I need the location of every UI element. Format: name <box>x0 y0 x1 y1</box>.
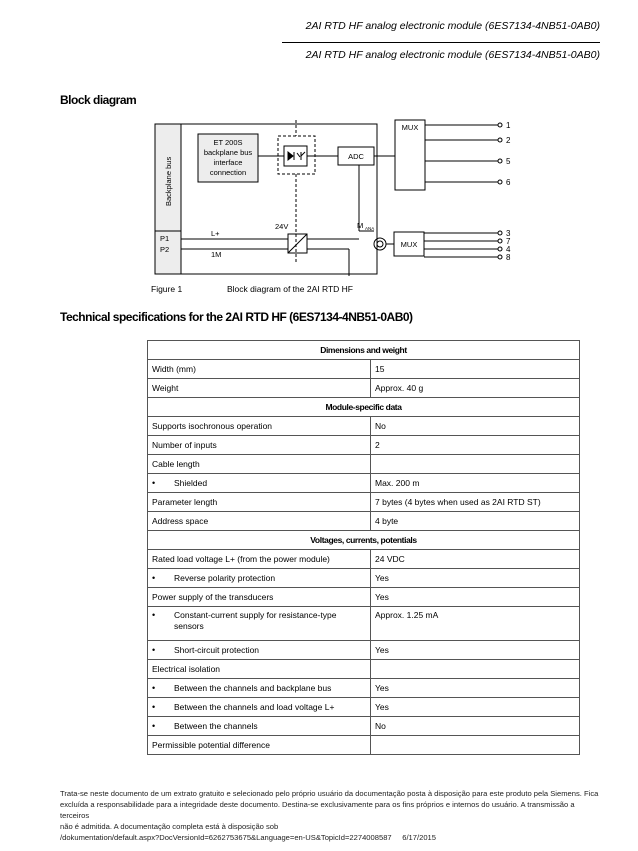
spec-value-cell: 15 <box>371 360 580 379</box>
spec-label: Short-circuit protection <box>174 644 260 655</box>
block-diagram-heading: Block diagram <box>60 93 137 107</box>
footer-line-1: Trata-se neste documento de um extrato gratuito e selecionado pelo próprio usuário da documentação posta à disposição para este produto pela Siemens. Fica <box>60 789 599 798</box>
spec-row <box>148 360 580 379</box>
terminal-label-1: 1 <box>506 121 511 130</box>
optocoupler-box <box>284 146 307 166</box>
spec-label: Shielded <box>174 477 208 488</box>
backplane-bus-label: Backplane bus <box>164 156 173 206</box>
spec-value-cell: Approx. 1.25 mA <box>371 607 580 641</box>
spec-label-cell <box>148 717 371 736</box>
spec-row <box>148 588 580 607</box>
mana-label: M <box>357 221 364 230</box>
terminal-label-8: 8 <box>506 253 511 262</box>
spec-section-title: Module-specific data <box>148 398 580 417</box>
et200s-line-3: interface <box>213 158 243 167</box>
et200s-line-4: connection <box>209 168 247 177</box>
spec-label: Constant-current supply for resistance-type sensors <box>174 610 337 631</box>
spec-row <box>148 379 580 398</box>
spec-label-cell: Address space <box>148 512 371 531</box>
spec-value-cell <box>371 736 580 755</box>
terminal-2 <box>498 138 502 142</box>
spec-label-cell: Width (mm) <box>148 360 371 379</box>
spec-section-row <box>148 341 580 360</box>
tech-specs-heading: Technical specifications for the 2AI RTD HF (6ES7134-4NB51-0AB0) <box>60 310 413 324</box>
p1-label: P1 <box>160 234 170 243</box>
terminal-label-4: 4 <box>506 245 511 254</box>
v24-label: 24V <box>275 222 289 231</box>
bullet-icon: • <box>152 682 156 693</box>
bullet-icon: • <box>152 720 156 731</box>
spec-value-cell: Max. 200 m <box>371 474 580 493</box>
et200s-line-1: ET 200S <box>213 138 243 147</box>
spec-value-cell: No <box>371 717 580 736</box>
m1-label: 1M <box>211 250 222 259</box>
spec-label-cell <box>148 607 371 641</box>
spec-row <box>148 698 580 717</box>
p2-label: P2 <box>160 245 170 254</box>
spec-row <box>148 512 580 531</box>
spec-row <box>148 417 580 436</box>
spec-value-cell: 24 VDC <box>371 550 580 569</box>
et200s-line-2: backplane bus <box>203 148 253 157</box>
header-rule <box>282 42 600 43</box>
header-title-top: 2AI RTD HF analog electronic module (6ES7134-4NB51-0AB0) <box>305 20 600 32</box>
spec-value-cell: 4 byte <box>371 512 580 531</box>
spec-value-cell: No <box>371 417 580 436</box>
spec-label-cell: Rated load voltage L+ (from the power module) <box>148 550 371 569</box>
terminal-7 <box>498 239 502 243</box>
spec-value-cell: Yes <box>371 569 580 588</box>
spec-label-cell <box>148 474 371 493</box>
spec-value-cell: Approx. 40 g <box>371 379 580 398</box>
spec-value-cell: Yes <box>371 679 580 698</box>
spec-label-cell: Supports isochronous operation <box>148 417 371 436</box>
spec-label-cell: Number of inputs <box>148 436 371 455</box>
spec-value-cell: Yes <box>371 588 580 607</box>
bullet-icon: • <box>152 477 156 488</box>
footer-url: /dokumentation/default.aspx?DocVersionId=6262753675&Language=en-US&TopicId=2274008587 <box>60 833 392 842</box>
terminal-label-3: 3 <box>506 229 511 238</box>
spec-row <box>148 455 580 474</box>
spec-label: Between the channels <box>174 720 258 731</box>
spec-value-cell: 7 bytes (4 bytes when used as 2AI RTD ST) <box>371 493 580 512</box>
spec-label-cell: Permissible potential difference <box>148 736 371 755</box>
spec-value-cell: 2 <box>371 436 580 455</box>
mux-top-label: MUX <box>401 123 419 132</box>
spec-row <box>148 660 580 679</box>
terminal-1 <box>498 123 502 127</box>
spec-label-cell <box>148 641 371 660</box>
spec-label-cell <box>148 698 371 717</box>
terminal-5 <box>498 159 502 163</box>
spec-section-row <box>148 531 580 550</box>
spec-value-cell: Yes <box>371 698 580 717</box>
figure-caption: Block diagram of the 2AI RTD HF <box>227 284 353 294</box>
spec-table <box>147 340 580 755</box>
spec-row <box>148 493 580 512</box>
current-source <box>374 238 386 250</box>
adc-label: ADC <box>348 152 364 161</box>
footer-date: 6/17/2015 <box>402 833 437 842</box>
spec-label-cell: Parameter length <box>148 493 371 512</box>
spec-row <box>148 569 580 588</box>
spec-label-cell <box>148 679 371 698</box>
terminal-4 <box>498 247 502 251</box>
terminal-label-2: 2 <box>506 136 511 145</box>
spec-label-cell: Electrical isolation <box>148 660 371 679</box>
terminal-label-7: 7 <box>506 237 511 246</box>
spec-row <box>148 474 580 493</box>
block-diagram <box>145 106 520 276</box>
spec-row <box>148 550 580 569</box>
mux-bottom-label: MUX <box>400 240 418 249</box>
spec-row <box>148 607 580 641</box>
spec-label: Between the channels and backplane bus <box>174 682 332 693</box>
spec-label-cell <box>148 569 371 588</box>
spec-value-cell <box>371 455 580 474</box>
spec-row <box>148 736 580 755</box>
spec-label-cell: Cable length <box>148 455 371 474</box>
header-title-bottom: 2AI RTD HF analog electronic module (6ES7134-4NB51-0AB0) <box>305 49 600 61</box>
spec-label-cell: Weight <box>148 379 371 398</box>
footer-disclaimer <box>60 788 600 843</box>
spec-section-row <box>148 398 580 417</box>
spec-row <box>148 717 580 736</box>
spec-row <box>148 436 580 455</box>
spec-value-cell: Yes <box>371 641 580 660</box>
figure-number: Figure 1 <box>151 284 183 294</box>
bullet-icon: • <box>152 644 156 655</box>
spec-section-title: Voltages, currents, potentials <box>148 531 580 550</box>
terminal-label-6: 6 <box>506 178 511 187</box>
spec-row <box>148 679 580 698</box>
footer-line-3: não é admitida. A documentação completa está à disposição sob <box>60 822 279 831</box>
terminal-3 <box>498 231 502 235</box>
terminal-6 <box>498 180 502 184</box>
terminal-label-5: 5 <box>506 157 511 166</box>
footer-line-2: excluída a responsabilidade para a integridade deste documento. Destina-se exclusivamente para os fins próprios e internos do usuário. A transmissão a terceiros <box>60 800 575 820</box>
spec-row <box>148 641 580 660</box>
spec-section-title: Dimensions and weight <box>148 341 580 360</box>
bullet-icon: • <box>152 572 156 583</box>
lplus-label: L+ <box>211 229 220 238</box>
spec-label-cell: Power supply of the transducers <box>148 588 371 607</box>
spec-label: Between the channels and load voltage L+ <box>174 701 335 712</box>
spec-label: Reverse polarity protection <box>174 572 276 583</box>
bullet-icon: • <box>152 701 156 712</box>
spec-value-cell <box>371 660 580 679</box>
mana-subscript: ANA <box>365 226 375 231</box>
bullet-icon: • <box>152 610 156 620</box>
terminal-8 <box>498 255 502 259</box>
